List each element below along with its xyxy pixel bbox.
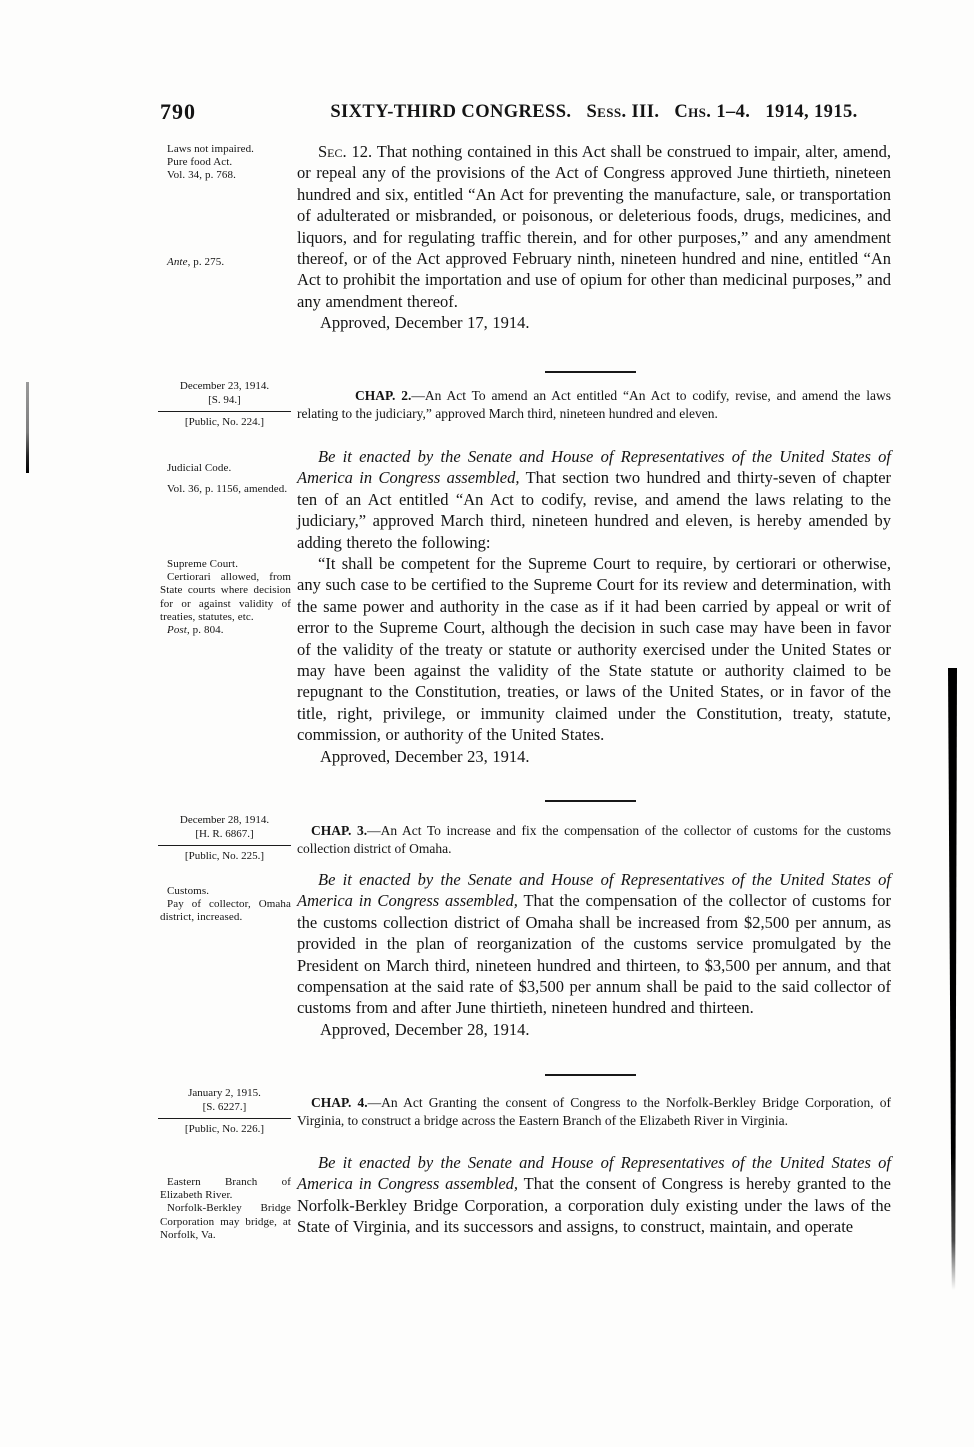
margin-note: Certiorari allowed, from State courts where decision for or against validity of treaties, statutes, etc. (160, 571, 291, 623)
enacted-text: That the consent of Congress is hereby granted to the Norfolk-Berkley Bridge Corporation, a corporation duly existing under the laws of the State of Virginia, and its successors and assigns, to construct, maintain, and operate (297, 1174, 891, 1237)
margin-divider (158, 845, 291, 846)
margin-note: Pay of collector, Omaha district, increased. (160, 898, 291, 924)
chap3-label: CHAP. 3. (311, 823, 368, 838)
margin-notes-sec12 (160, 143, 291, 183)
margin-head-chap3 (158, 814, 291, 864)
approved-line: Approved, December 28, 1914. (320, 1019, 530, 1039)
section-separator (545, 1074, 636, 1076)
scan-artifact-right-bar (948, 668, 957, 1290)
chap4-label: CHAP. 4. (311, 1095, 368, 1110)
scan-artifact-left-line (26, 382, 29, 473)
enacting-clause: Be it enacted by the Senate and House of Representatives of the United States of America in Congress assembled, (297, 447, 891, 488)
section-separator (545, 371, 636, 373)
header-years: 1914, 1915. (765, 102, 858, 122)
sec12-paragraph (297, 141, 891, 312)
page-number: 790 (160, 99, 196, 124)
margin-public-number: [Public, No. 224.] (184, 416, 265, 428)
margin-date: December 23, 1914. (179, 380, 270, 392)
enacting-clause: Be it enacted by the Senate and House of Representatives of the United States of America in Congress assembled, (297, 870, 891, 911)
enacting-clause: Be it enacted by the Senate and House of Representatives of the United States of America in Congress assembled, (297, 1153, 891, 1194)
body-chap2 (297, 446, 891, 767)
ref-italic: Ante (167, 256, 188, 268)
margin-date: January 2, 1915. (188, 1087, 261, 1099)
chap3-heading (297, 822, 891, 857)
chap4-heading (297, 1094, 891, 1129)
header-chapters: Chs. 1–4. (674, 102, 751, 122)
margin-note (160, 624, 291, 637)
enacted-text: That the compensation of the collector of customs for the customs collection district of Omaha shall be increased from $2,500 per annum, as provided in the plan of reorganization of the customs service promulgated by the President on March third, nineteen hundred and thirteen, to $3,500 per annum, and that compensation at the said rate of $3,500 per annum shall be paid to the said collector of customs from and after June thirtieth, nineteen hundred and thirteen. (297, 891, 891, 1018)
enacting-paragraph (297, 446, 891, 553)
section-separator (545, 800, 636, 802)
ref-rest: , p. 275. (187, 256, 225, 268)
margin-bill-number: [H. R. 6867.] (195, 827, 254, 840)
margin-divider (158, 1118, 291, 1119)
chap2-paragraph-2: “It shall be competent for the Supreme Court to require, by certiorari or otherwise, any such case to be certified to the Supreme Court for its review and determination, with the same power and authority in the case as if it had been carried by appeal or writ of error to the Supreme Court, although the decision in such case may have been in favor of the validity of the treaty or statute or authority exercised under the United States or may have been against the validity of the State statute or authority claimed to be repugnant to the Constitution, treaties, or laws of the United States, or in favor of the title, right, privilege, or immunity claimed under the Constitution, treaty, statute, commission, or authority of the United States. (297, 554, 891, 745)
margin-note: Laws not impaired. (167, 143, 255, 155)
margin-note: Norfolk-Berkley Bridge Corporation may bridge, at Norfolk, Va. (160, 1202, 291, 1241)
margin-note: Supreme Court. (167, 558, 239, 570)
margin-note: Judicial Code. (167, 462, 232, 474)
sec12-label: Sec. 12. (318, 142, 373, 161)
margin-notes-judicial-code (160, 462, 291, 496)
margin-note: Vol. 34, p. 768. (167, 169, 236, 182)
header-congress: SIXTY-THIRD CONGRESS. (330, 102, 572, 122)
margin-note: Vol. 36, p. 1156, amended. (167, 483, 288, 496)
margin-note: Eastern Branch of Elizabeth River. (160, 1176, 291, 1202)
ref-rest: , p. 804. (186, 624, 224, 637)
chap2-title: —An Act To amend an Act entitled “An Act to codify, revise, and amend the laws relating to the judiciary,” approved March third, nineteen hundred and eleven. (297, 388, 891, 421)
enacting-paragraph (297, 1152, 891, 1238)
body-sec12 (297, 141, 891, 334)
margin-note: Customs. (167, 885, 210, 897)
header-session: Sess. III. (586, 102, 660, 122)
enacting-paragraph (297, 869, 891, 1019)
margin-notes-customs (160, 885, 291, 925)
margin-public-number: [Public, No. 226.] (184, 1123, 265, 1135)
approved-line: Approved, December 23, 1914. (320, 746, 530, 766)
chap3-title: —An Act To increase and fix the compensation of the collector of customs for the customs collection district of Omaha. (297, 823, 891, 856)
ref-italic: Post (167, 624, 187, 637)
approved-line: Approved, December 17, 1914. (320, 313, 530, 333)
margin-bill-number: [S. 94.] (208, 393, 241, 406)
body-chap4 (297, 1152, 891, 1238)
margin-date: December 28, 1914. (179, 814, 270, 826)
chap2-label: CHAP. 2. (355, 388, 412, 403)
margin-bill-number: [S. 6227.] (202, 1100, 247, 1113)
margin-note: Pure food Act. (167, 156, 233, 169)
margin-note (160, 256, 291, 269)
body-chap3 (297, 869, 891, 1040)
running-header (297, 102, 891, 123)
margin-head-chap2 (158, 380, 291, 430)
margin-public-number: [Public, No. 225.] (184, 850, 265, 862)
sec12-text: That nothing contained in this Act shall be construed to impair, alter, amend, or repeal any of the provisions of the Act of Congress approved June thirtieth, nineteen hundred and six, entitled “An Act for preventing the manufacture, sale, or transportation of adulterated or misbranded, or poisonous, or deleterious foods, drugs, medicines, and liquors, and for regulating traffic therein, and for other purposes,” and any amendment thereof, or of the Act approved February ninth, nineteen hundred and nine, entitled “An Act to prohibit the importation and use of opium for other than medicinal purposes,” and any amendment thereof. (297, 142, 891, 311)
enacted-text: That section two hundred and thirty-seven of chapter ten of an Act entitled “An Act to codify, revise, and amend the laws relating to the judiciary,” approved March third, nineteen hundred and eleven, is hereby amended by adding thereto the following: (297, 468, 892, 552)
margin-notes-supreme-court (160, 558, 291, 637)
margin-notes-bridge (160, 1176, 291, 1242)
chap2-heading (297, 387, 891, 422)
margin-divider (158, 411, 291, 412)
margin-ref-ante (160, 256, 291, 269)
chap4-title: —An Act Granting the consent of Congress to the Norfolk-Berkley Bridge Corporation, of Virginia, to construct a bridge across the Eastern Branch of the Elizabeth River in Virginia. (297, 1095, 892, 1128)
margin-head-chap4 (158, 1087, 291, 1137)
